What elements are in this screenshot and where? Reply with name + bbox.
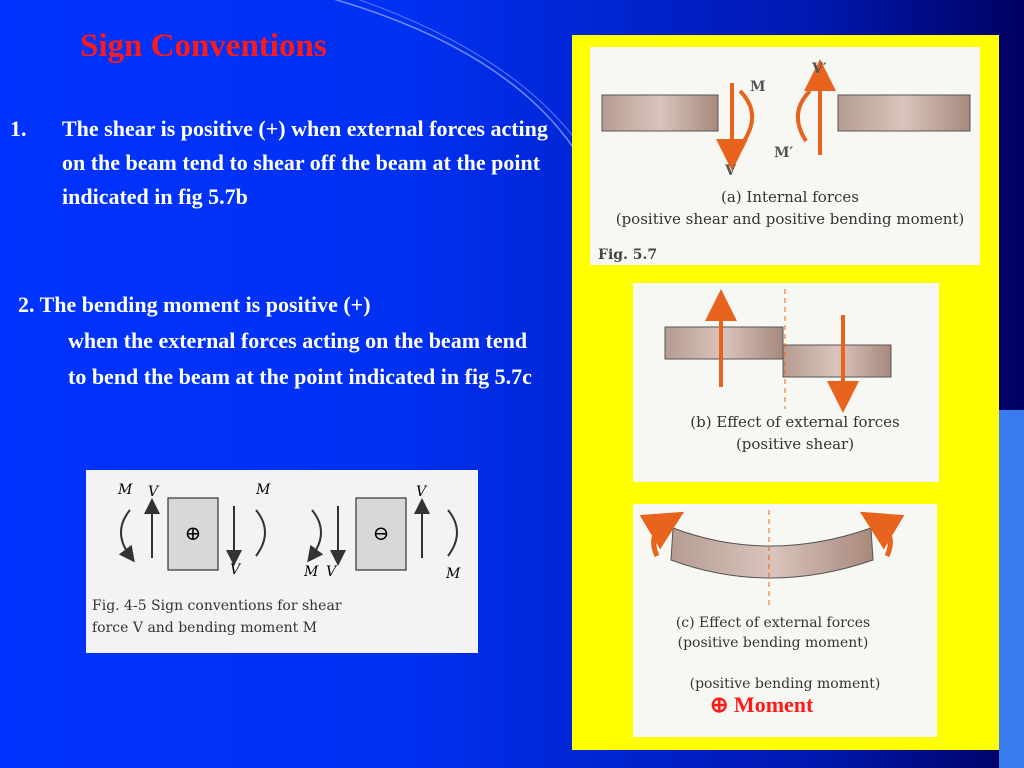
moment-arrow-right-neg xyxy=(448,510,457,556)
bent-beam xyxy=(671,528,873,578)
moment-arrow-right xyxy=(877,522,890,556)
label-V: V xyxy=(725,163,736,179)
label-M: M xyxy=(304,564,319,580)
point-2-text: when the external forces acting on the beam tend to bend the beam at the point indicated in fig 5.7c xyxy=(68,328,532,389)
fig-5-7-label: Fig. 5.7 xyxy=(598,247,658,263)
point-2-first-line: 2. The bending moment is positive (+) xyxy=(18,292,371,317)
figure-5-7a xyxy=(590,47,980,265)
point-1 xyxy=(10,112,555,214)
moment-arrow-right-pos xyxy=(256,510,265,556)
point-2 xyxy=(18,287,538,395)
left-beam-segment xyxy=(602,95,718,131)
fig-4-5-drawing xyxy=(86,470,478,653)
minus-symbol: ⊖ xyxy=(372,521,390,545)
label-V: V xyxy=(326,564,337,580)
fig-5-7a-caption-line-1: (a) Internal forces xyxy=(721,188,859,206)
point-1-text: The shear is positive (+) when external forces acting on the beam tend to shear off the beam at the point indicated in fig 5.7b xyxy=(62,116,548,209)
right-beam-segment xyxy=(783,345,891,377)
figure-5-7b xyxy=(633,283,939,482)
label-V: V xyxy=(148,484,159,500)
fig-5-7c-caption-line-2: (positive bending moment) xyxy=(677,635,869,651)
label-V: V xyxy=(416,484,427,500)
moment-arrow-M-prime xyxy=(798,91,810,141)
label-V: V xyxy=(230,562,241,578)
label-M: M xyxy=(118,482,133,498)
fig-4-5-caption-line-1: Fig. 4-5 Sign conventions for shear xyxy=(92,598,342,614)
plus-symbol: ⊕ xyxy=(184,521,202,545)
moment-arrow-left xyxy=(654,522,667,556)
point-1-number: 1. xyxy=(10,116,27,141)
right-beam-segment xyxy=(838,95,970,131)
moment-arrow-M xyxy=(740,91,752,141)
fig-5-7c-caption-repeat: (positive bending moment) xyxy=(689,676,881,692)
moment-label: ⊕ Moment xyxy=(710,692,814,717)
label-M: M xyxy=(446,566,461,582)
left-beam-segment xyxy=(665,327,783,359)
label-V-prime: V′ xyxy=(812,61,827,77)
slide-title: Sign Conventions xyxy=(80,28,327,64)
label-M: M xyxy=(750,79,766,95)
fig-4-5-caption-line-2: force V and bending moment M xyxy=(92,620,318,636)
label-M-prime: M′ xyxy=(774,145,794,161)
fig-5-7a-drawing xyxy=(590,47,980,265)
moment-arrow-left-neg xyxy=(312,510,321,556)
fig-5-7b-drawing xyxy=(633,283,939,482)
moment-arrow-left-pos xyxy=(121,510,130,556)
fig-5-7a-caption-line-2: (positive shear and positive bending moment) xyxy=(615,210,965,228)
decorative-shade xyxy=(999,410,1024,768)
fig-5-7b-caption-line-1: (b) Effect of external forces xyxy=(690,413,900,431)
label-M: M xyxy=(256,482,271,498)
figure-4-5 xyxy=(86,470,478,653)
fig-5-7b-caption-line-2: (positive shear) xyxy=(735,435,855,453)
fig-5-7c-caption-line-1: (c) Effect of external forces xyxy=(675,615,871,631)
